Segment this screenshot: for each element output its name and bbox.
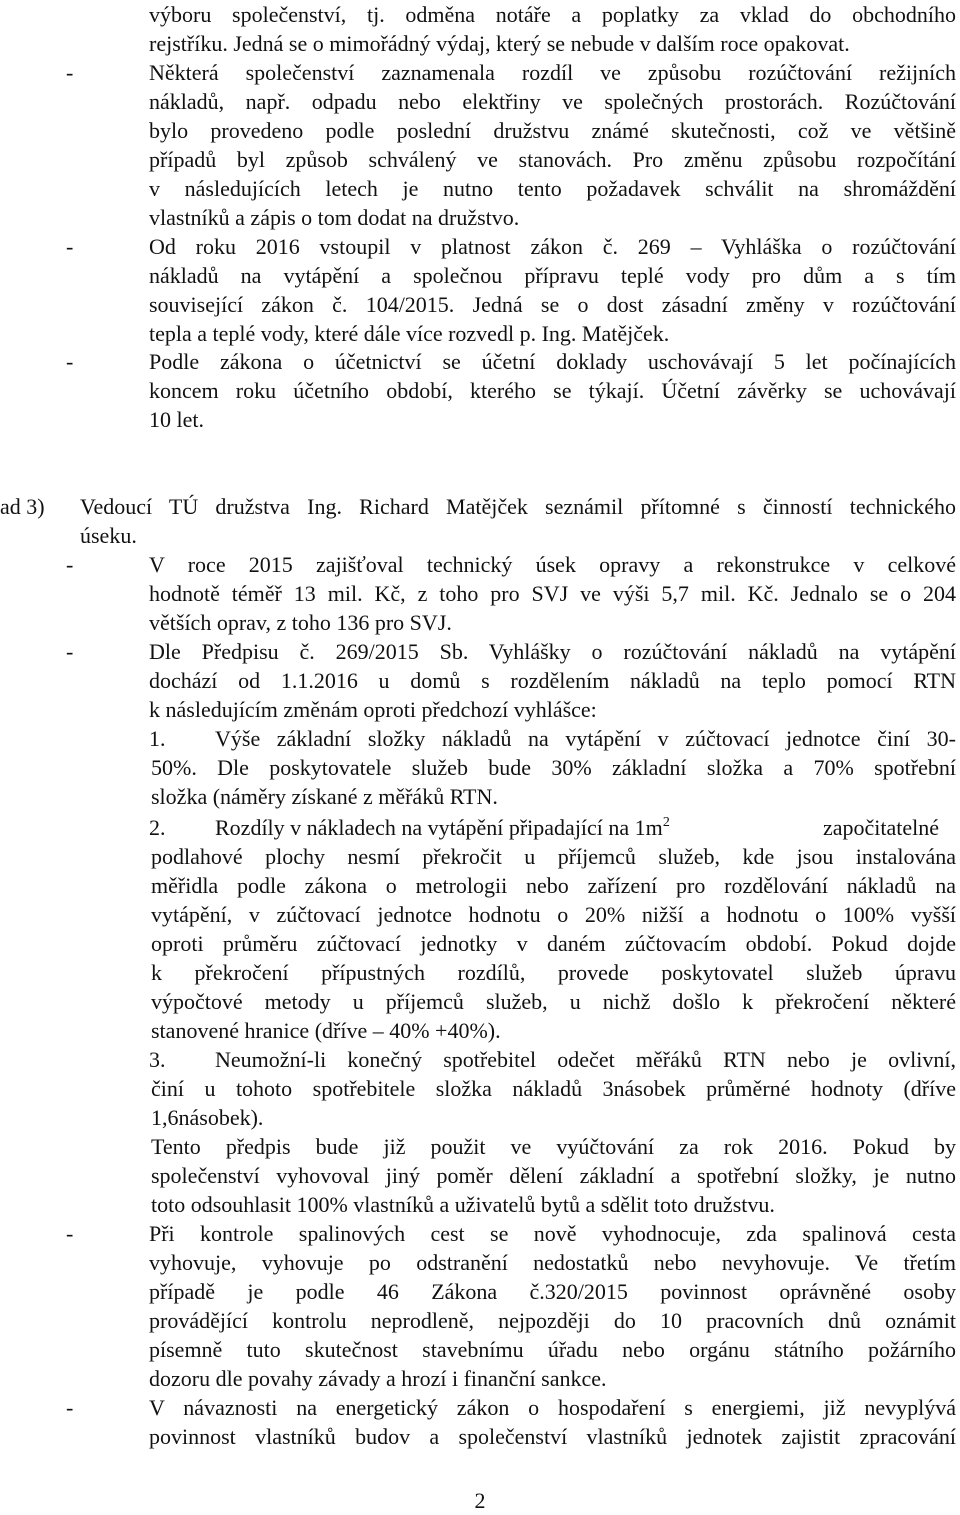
- paragraph-line: koncem roku účetního období, kterého se týkají. Účetní závěrky se uchovávají: [149, 378, 956, 403]
- list-dash: -: [66, 552, 74, 577]
- paragraph-line: Rozdíly v nákladech na vytápění připadající na $1m^2$: [215, 815, 670, 840]
- paragraph-line: k překročení přípustných rozdílů, provede poskytovatel služeb úpravu: [151, 960, 956, 985]
- paragraph-line: písemně tuto skutečnost stavebnímu úřadu nebo orgánu státního požárního: [149, 1337, 956, 1362]
- paragraph-line: činí u tohoto spotřebitele složka nákladů 3násobek průměrné hodnoty (dříve: [151, 1076, 956, 1101]
- paragraph-line: dochází od 1.1.2016 u domů s rozdělením nákladů na teplo pomocí RTN: [149, 668, 956, 693]
- paragraph-line: rejstříku. Jedná se o mimořádný výdaj, který se nebude v dalším roce opakovat.: [149, 31, 850, 56]
- paragraph-line: hodnotě téměř 13 mil. Kč, z toho pro SVJ ve výši 5,7 mil. Kč. Jednalo se o 204: [149, 581, 956, 606]
- paragraph-line: oproti průměru zúčtovací jednotky v daném zúčtovacím období. Pokud dojde: [151, 931, 956, 956]
- list-dash: -: [66, 1395, 74, 1420]
- list-dash: -: [66, 60, 74, 85]
- list-number: 1.: [149, 726, 166, 751]
- paragraph-line: nákladů na vytápění a společnou přípravu teplé vody pro dům a s tím: [149, 263, 956, 288]
- list-number: 3.: [149, 1047, 166, 1072]
- paragraph-line: Dle Předpisu č. 269/2015 Sb. Vyhlášky o rozúčtování nákladů na vytápění: [149, 639, 956, 664]
- paragraph-line: v následujících letech je nutno tento požadavek schválit na shromáždění: [149, 176, 956, 201]
- paragraph-line: související zákon č. 104/2015. Jedná se o dost zásadní změny v rozúčtování: [149, 292, 956, 317]
- paragraph-line: vytápění, v zúčtovací jednotce hodnotu o 20% nižší a hodnotu o 100% vyšší: [151, 902, 956, 927]
- paragraph-line: 50%. Dle poskytovatele služeb bude 30% základní složka a 70% spotřební: [151, 755, 956, 780]
- paragraph-line: 1,6násobek).: [151, 1105, 264, 1130]
- page-number: 2: [474, 1488, 486, 1513]
- paragraph-line: podlahové plochy nesmí překročit u příjemců služeb, kde jsou instalována: [151, 844, 956, 869]
- paragraph-line: Některá společenství zaznamenala rozdíl ve způsobu rozúčtování režijních: [149, 60, 956, 85]
- paragraph-line: měřidla podle zákona o metrologii nebo zařízení pro rozdělování nákladů na: [151, 873, 956, 898]
- section-label: ad 3): [0, 494, 45, 519]
- paragraph-line: výpočtové metody u příjemců služeb, u nichž došlo k překročení některé: [151, 989, 956, 1014]
- paragraph-line: výboru společenství, tj. odměna notáře a poplatky za vklad do obchodního: [149, 2, 956, 27]
- paragraph-line: případů byl způsob schválený ve stanovách. Pro změnu způsobu rozpočítání: [149, 147, 956, 172]
- paragraph-line: Výše základní složky nákladů na vytápění v zúčtovací jednotce činí 30-: [215, 726, 956, 751]
- paragraph-line: 10 let.: [149, 407, 204, 432]
- list-dash: -: [66, 639, 74, 664]
- superscript: 2: [662, 815, 670, 830]
- list-dash: -: [66, 234, 74, 259]
- paragraph-line: úseku.: [80, 523, 137, 548]
- paragraph-line: větších oprav, z toho 136 pro SVJ.: [149, 610, 452, 635]
- paragraph-line: Tento předpis bude již použit ve vyúčtování za rok 2016. Pokud by: [151, 1134, 956, 1159]
- paragraph-line: bylo provedeno podle poslední družstvu známé skutečnosti, což ve většině: [149, 118, 956, 143]
- paragraph-line: společenství vyhovoval jiný poměr dělení základní a spotřební složky, je nutno: [151, 1163, 956, 1188]
- paragraph-line: Při kontrole spalinových cest se nově vyhodnocuje, zda spalinová cesta: [149, 1221, 956, 1246]
- paragraph-line: povinnost vlastníků budov a společenství vlastníků jednotek zajistit zpracování: [149, 1424, 956, 1449]
- list-number: 2.: [149, 815, 166, 840]
- paragraph-line: V roce 2015 zajišťoval technický úsek opravy a rekonstrukce v celkové: [149, 552, 956, 577]
- list-dash: -: [66, 1221, 74, 1246]
- paragraph-line: případě je podle 46 Zákona č.320/2015 povinnost oprávněné osoby: [149, 1279, 956, 1304]
- paragraph-line: nákladů, např. odpadu nebo elektřiny ve společných prostorách. Rozúčtování: [149, 89, 956, 114]
- paragraph-line: Vedoucí TÚ družstva Ing. Richard Matějček seznámil přítomné s činností technického: [80, 494, 956, 519]
- paragraph-line: dozoru dle povahy závady a hrozí i finanční sankce.: [149, 1366, 607, 1391]
- paragraph-line: Od roku 2016 vstoupil v platnost zákon č. 269 – Vyhláška o rozúčtování: [149, 234, 956, 259]
- paragraph-line: tepla a teplé vody, které dále více rozvedl p. Ing. Matějček.: [149, 321, 670, 346]
- paragraph-line: započitatelné: [823, 815, 940, 840]
- paragraph-line: stanovené hranice (dříve – 40% +40%).: [151, 1018, 501, 1043]
- paragraph-line: vyhovuje, vyhovuje po odstranění nedostatků nebo nevyhovuje. Ve třetím: [149, 1250, 956, 1275]
- paragraph-line: toto odsouhlasit 100% vlastníků a uživatelů bytů a sdělit toto družstvu.: [151, 1192, 775, 1217]
- paragraph-line: složka (náměry získané z měřáků RTN.: [151, 784, 498, 809]
- paragraph-line: k následujícím změnám oproti předchozí vyhlášce:: [149, 697, 597, 722]
- paragraph-line: Podle zákona o účetnictví se účetní doklady uschovávají 5 let počínajících: [149, 349, 956, 374]
- paragraph-line: provádějící kontrolu neprodleně, nejpozději do 10 pracovních dnů oznámit: [149, 1308, 956, 1333]
- paragraph-line: vlastníků a zápis o tom dodat na družstvo.: [149, 205, 520, 230]
- paragraph-line: Neumožní-li konečný spotřebitel odečet měřáků RTN nebo je ovlivní,: [215, 1047, 956, 1072]
- paragraph-line: V návaznosti na energetický zákon o hospodaření s energiemi, již nevyplývá: [149, 1395, 956, 1420]
- list-dash: -: [66, 349, 74, 374]
